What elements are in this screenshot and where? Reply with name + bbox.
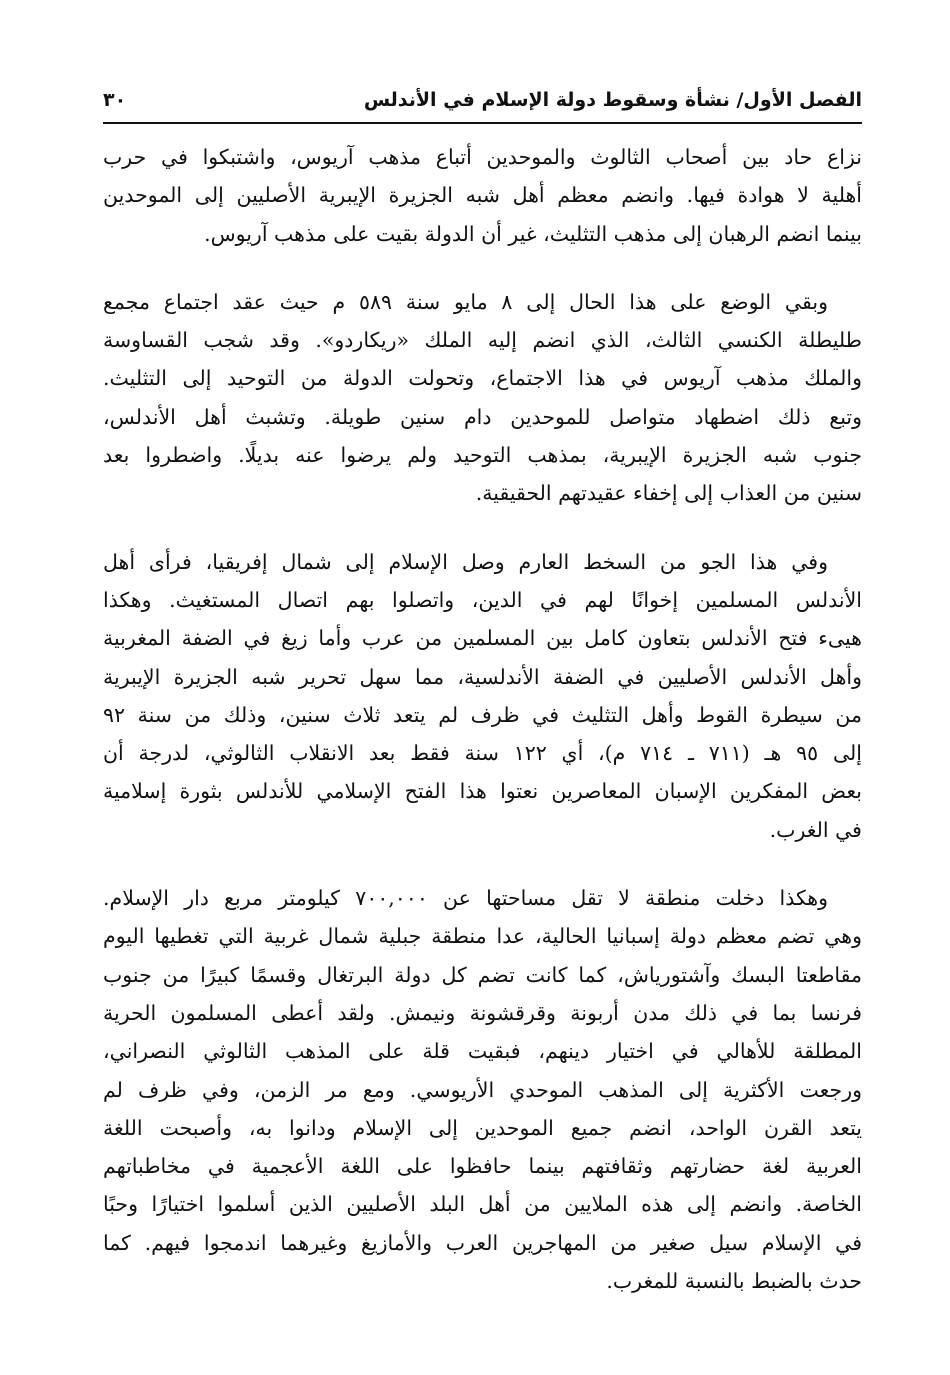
- paragraph: [103, 543, 862, 849]
- running-header: [103, 84, 862, 116]
- text-line: وبقي الوضع على هذا الحال إلى ٨ مايو سنة ٥٨٩ م حيث عقد اجتماع مجمع: [103, 289, 828, 314]
- text-line: أهلية لا هوادة فيها. وانضم معظم أهل شبه الجزيرة الإيبرية الأصليين إلى الموحدين: [103, 183, 862, 208]
- text-line: بعض المفكرين الإسبان المعاصرين نعتوا هذا الفتح الإسلامي للأندلس بثورة إسلامية: [103, 779, 862, 804]
- text-line: وأهل الأندلس الأصليين في الضفة الأندلسية، مما سهل تحرير شبه الجزيرة الإيبرية: [103, 664, 862, 689]
- text-line: في الغرب.: [769, 817, 862, 842]
- running-title: الفصل الأول/ نشأة وسقوط دولة الإسلام في الأندلس: [363, 89, 862, 111]
- paragraph: [103, 283, 862, 513]
- text-line: جنوب شبه الجزيرة الإيبرية، بمذهب التوحيد ولم يرضوا عنه بديلًا. واضطروا بعد: [103, 443, 862, 468]
- paragraph: [103, 879, 862, 1300]
- text-line: الخاصة. وانضم إلى هذه الملايين من أهل البلد الأصليين الذين أسلموا اختيارًا وحبًا: [103, 1192, 862, 1217]
- text-line: وفي هذا الجو من السخط العارم وصل الإسلام إلى شمال إفريقيا، فرأى أهل: [103, 549, 828, 574]
- text-line: والملك مذهب آريوس في هذا الاجتماع، وتحولت الدولة من التوحيد إلى التثليث.: [103, 366, 862, 391]
- text-line: الأندلس المسلمين إخوانًا لهم في الدين، واتصلوا بهم اتصال المستغيث. وهكذا: [103, 587, 862, 612]
- page-number: ٣٠: [103, 89, 127, 111]
- text-line: ورجعت الأكثرية إلى المذهب الموحدي الأريوسي. ومع مر الزمن، وفي ظرف لم: [103, 1077, 862, 1102]
- text-line: وهي تضم معظم دولة إسبانيا الحالية، عدا منطقة جبلية شمال غربية التي تغطيها اليوم: [103, 924, 862, 949]
- text-line: مقاطعتا البسك وآشتورياش، كما كانت تضم كل دولة البرتغال وقسمًا كبيرًا من جنوب: [103, 962, 862, 987]
- page-body: [103, 138, 862, 1330]
- text-line: فرنسا بما في ذلك مدن أربونة وقرقشونة ونيمش. ولقد أعطى المسلمون الحرية: [103, 1000, 862, 1025]
- text-line: المطلقة للأهالي في اختيار دينهم، فبقيت قلة على المذهب الثالوثي النصراني،: [103, 1039, 862, 1064]
- text-line: نزاع حاد بين أصحاب الثالوث والموحدين أتباع مذهب آريوس، واشتبكوا في حرب: [103, 145, 862, 169]
- text-line: إلى ٩٥ هـ (٧١١ ـ ٧١٤ م)، أي ١٢٢ سنة فقط بعد الانقلاب الثالوثي، لدرجة أن: [103, 741, 862, 766]
- text-line: سنين من العذاب إلى إخفاء عقيدتهم الحقيقية.: [475, 481, 862, 506]
- text-line: العربية لغة حضارتهم وثقافتهم بينما حافظوا على اللغة الأعجمية في مخاطباتهم: [103, 1154, 862, 1179]
- text-line: من سيطرة القوط وأهل التثليث في ظرف لم يتعد ثلاث سنين، وذلك من سنة ٩٢: [103, 702, 862, 727]
- text-line: بينما انضم الرهبان إلى مذهب التثليث، غير أن الدولة بقيت على مذهب آريوس.: [204, 221, 862, 246]
- text-line: وتبع ذلك اضطهاد متواصل للموحدين دام سنين طويلة. وتشبث أهل الأندلس،: [103, 404, 862, 429]
- paragraph: [103, 138, 862, 253]
- text-line: يتعد القرن الواحد، انضم جميع الموحدين إلى الإسلام ودانوا به، وأصبحت اللغة: [103, 1115, 862, 1140]
- text-line: طليطلة الكنسي الثالث، الذي انضم إليه الملك «ريكاردو». وقد شجب القساوسة: [103, 328, 862, 353]
- text-line: حدث بالضبط بالنسبة للمغرب.: [606, 1269, 862, 1294]
- text-line: هيىء فتح الأندلس بتعاون كامل بين المسلمين من عرب وأما زيغ في الضفة المغربية: [103, 626, 862, 651]
- header-rule: [103, 122, 862, 124]
- text-line: في الإسلام سيل صغير من المهاجرين العرب والأمازيغ وغيرهما اندمجوا فيهم. كما: [103, 1230, 862, 1255]
- text-line: وهكذا دخلت منطقة لا تقل مساحتها عن ٧٠٠,٠٠٠ كيلومتر مربع دار الإسلام.: [103, 886, 828, 911]
